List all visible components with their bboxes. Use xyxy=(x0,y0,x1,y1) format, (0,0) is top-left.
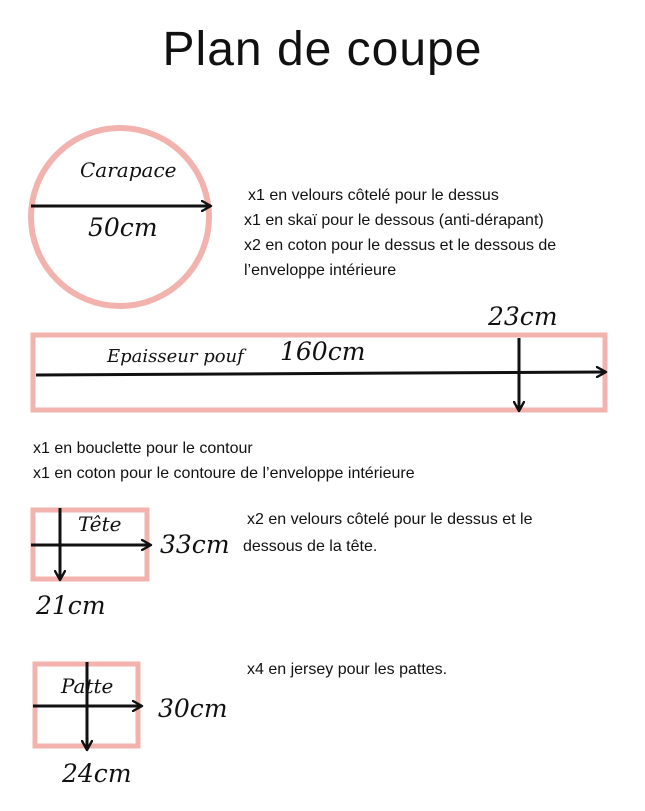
instruction-line: dessous de la tête. xyxy=(243,538,378,555)
instruction-line: x2 en coton pour le dessus et le dessous de xyxy=(244,237,557,254)
patte-instructions xyxy=(247,657,447,682)
piece-tete xyxy=(31,508,230,620)
epaisseur-length-dimension: 160cm xyxy=(280,337,366,366)
carapace-dimension: 50cm xyxy=(88,213,158,242)
patte-label: Patte xyxy=(61,674,114,698)
epaisseur-instructions xyxy=(33,436,415,486)
instruction-line: x1 en bouclette pour le contour xyxy=(33,440,253,457)
tete-instructions xyxy=(243,506,533,560)
patte-width-dimension: 30cm xyxy=(158,694,228,723)
instruction-line: l’enveloppe intérieure xyxy=(244,262,397,279)
epaisseur-label: Epaisseur pouf xyxy=(107,346,244,367)
piece-carapace xyxy=(31,128,211,306)
instruction-line: x1 en skaï pour le dessous (anti-dérapant) xyxy=(244,212,544,229)
carapace-instructions xyxy=(244,183,556,283)
piece-patte xyxy=(33,662,228,788)
tete-label: Tête xyxy=(78,512,122,536)
instruction-line: x1 en coton pour le contoure de l’enveloppe intérieure xyxy=(33,465,415,482)
tete-width-dimension: 33cm xyxy=(160,530,230,559)
instruction-line: x4 en jersey pour les pattes. xyxy=(247,661,448,678)
patte-height-dimension: 24cm xyxy=(62,759,132,788)
tete-height-dimension: 21cm xyxy=(36,591,106,620)
instruction-line: x1 en velours côtelé pour le dessus xyxy=(248,187,499,204)
piece-epaisseur xyxy=(33,302,606,411)
epaisseur-height-dimension: 23cm xyxy=(488,302,558,331)
page-title: Plan de coupe xyxy=(162,23,483,76)
carapace-label: Carapace xyxy=(80,158,177,182)
instruction-line: x2 en velours côtelé pour le dessus et le xyxy=(247,511,533,528)
